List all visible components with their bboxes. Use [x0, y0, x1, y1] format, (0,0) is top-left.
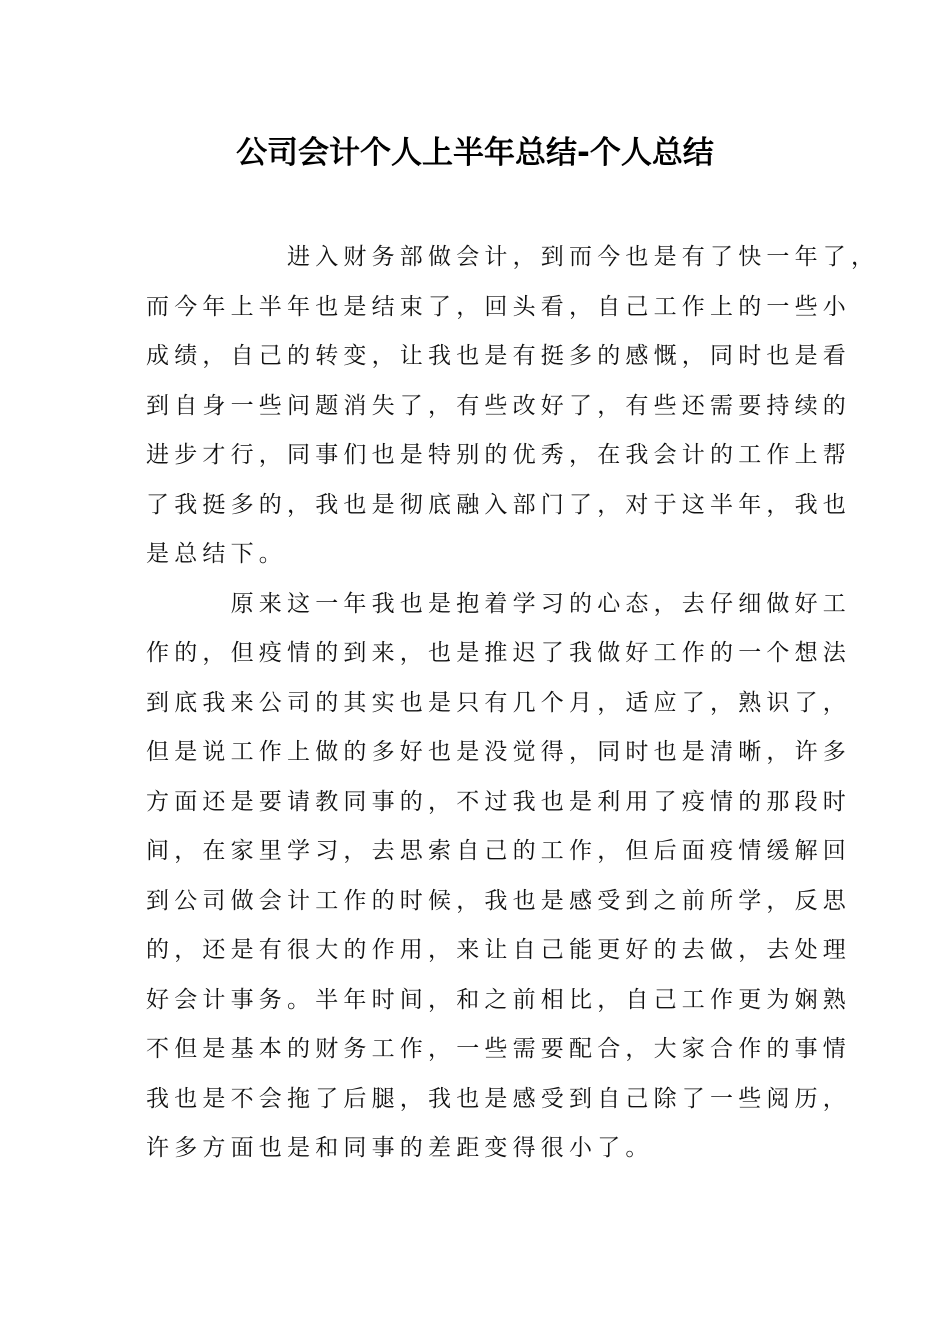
text-line: 进步才行，同事们也是特别的优秀，在我会计的工作上帮 — [146, 442, 851, 468]
text-line: 不但是基本的财务工作，一些需要配合，大家合作的事情 — [146, 1036, 851, 1062]
text-line: 许多方面也是和同事的差距变得很小了。 — [146, 1135, 654, 1161]
paragraph-2 — [146, 580, 851, 1174]
text-line: 原来这一年我也是抱着学习的心态，去仔细做好工 — [146, 590, 851, 617]
text-line: 成绩，自己的转变，让我也是有挺多的感慨，同时也是看 — [146, 343, 851, 369]
text-line: 间，在家里学习，去思索自己的工作，但后面疫情缓解回 — [146, 838, 851, 864]
text-line: 到底我来公司的其实也是只有几个月，适应了，熟识了， — [146, 689, 851, 716]
text-line: 好会计事务。半年时间，和之前相比，自己工作更为娴熟 — [146, 986, 851, 1013]
text-line: 进入财务部做会计，到而今也是有了快一年了， — [146, 244, 880, 270]
text-line: 我也是不会拖了后腿，我也是感受到自己除了一些阅历， — [146, 1085, 851, 1112]
paragraph-1 — [146, 233, 880, 580]
text-line: 的，还是有很大的作用，来让自己能更好的去做，去处理 — [146, 937, 851, 963]
text-line: 了我挺多的，我也是彻底融入部门了，对于这半年，我也 — [146, 491, 851, 518]
text-line: 到公司做会计工作的时候，我也是感受到之前所学，反思 — [146, 887, 851, 914]
document-title: 公司会计个人上半年总结-个人总结 — [236, 135, 714, 171]
text-line: 是总结下。 — [146, 541, 287, 567]
text-line: 而今年上半年也是结束了，回头看，自己工作上的一些小 — [146, 293, 851, 320]
text-line: 到自身一些问题消失了，有些改好了，有些还需要持续的 — [146, 392, 851, 419]
text-line: 但是说工作上做的多好也是没觉得，同时也是清晰，许多 — [146, 739, 851, 765]
text-line: 方面还是要请教同事的，不过我也是利用了疫情的那段时 — [146, 788, 851, 815]
text-line: 作的，但疫情的到来，也是推迟了我做好工作的一个想法 — [146, 640, 851, 666]
document-body — [146, 233, 880, 1174]
